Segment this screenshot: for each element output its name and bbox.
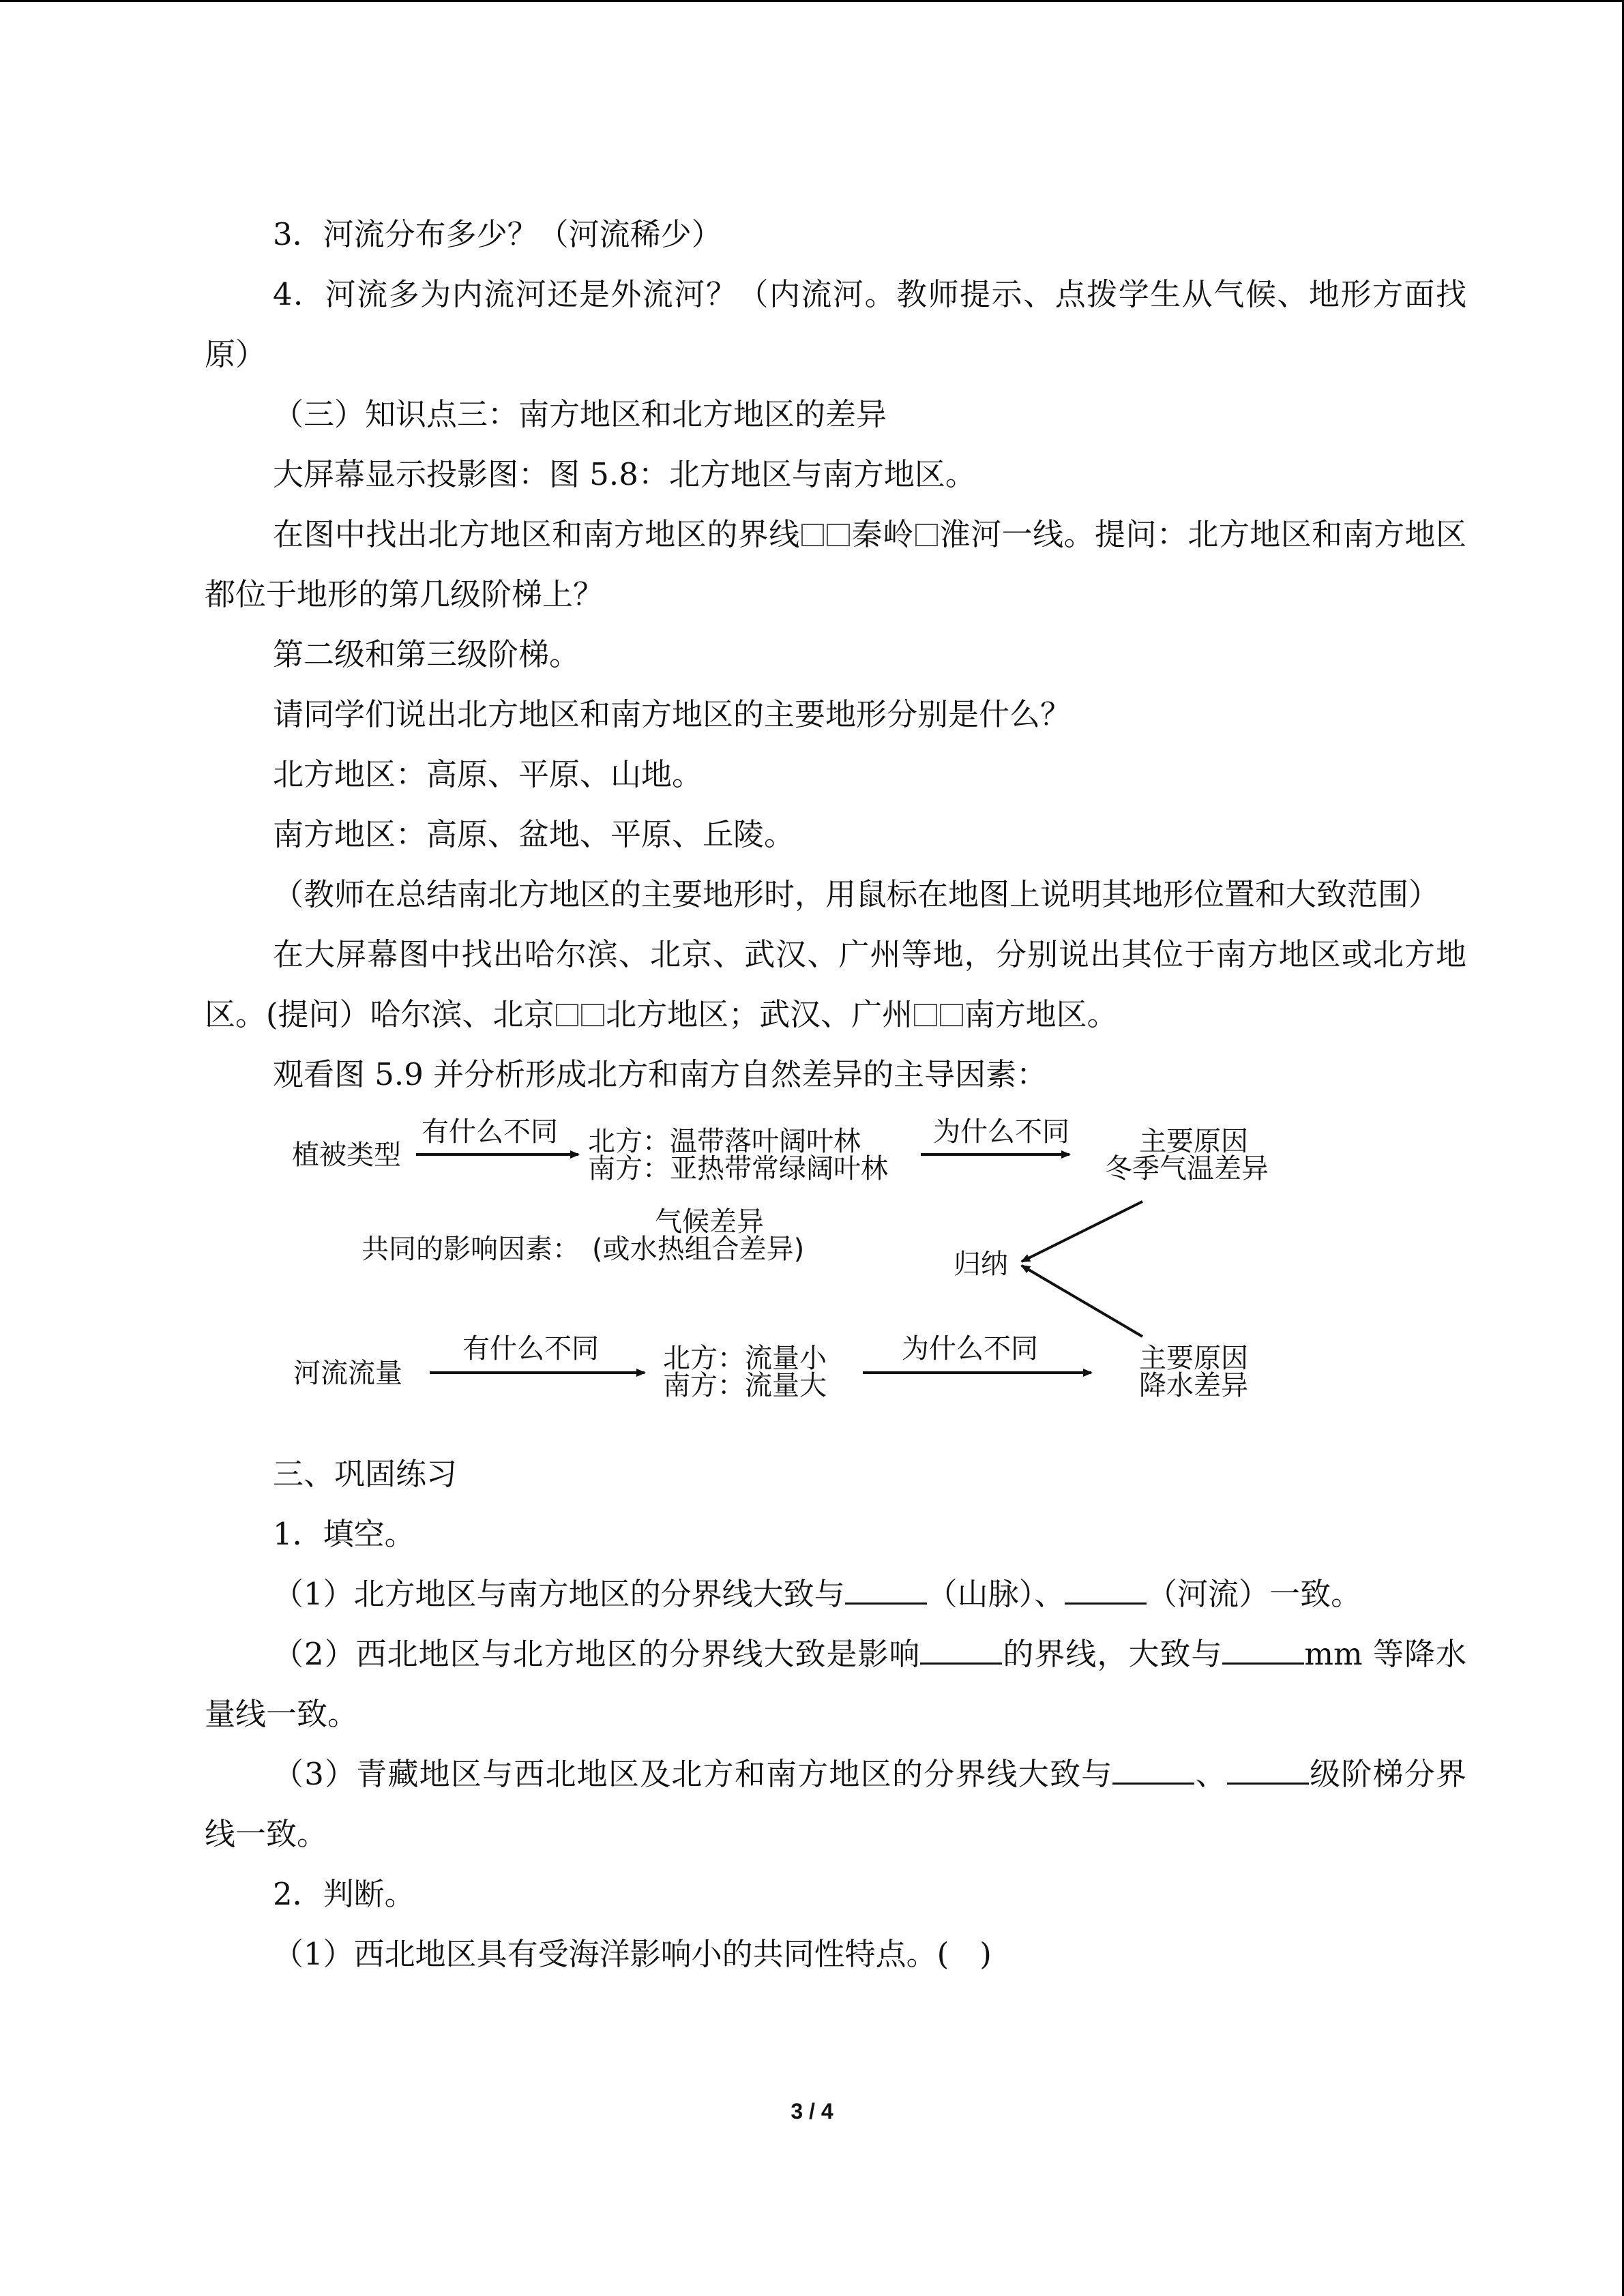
text-run: 北方地区；武汉、广州 bbox=[606, 996, 913, 1032]
answer-blank bbox=[845, 1575, 927, 1605]
paragraph bbox=[205, 505, 1466, 625]
question bbox=[205, 1564, 1466, 1624]
document-body bbox=[205, 205, 1466, 1984]
text-run: （山脉）、 bbox=[926, 1576, 1065, 1612]
question: 1．填空。 bbox=[273, 1516, 415, 1552]
north-vegetation: 北方：温带落叶阔叶林 bbox=[588, 1126, 861, 1157]
question: 2．判断。 bbox=[273, 1876, 415, 1912]
summary-label: 归纳 bbox=[954, 1249, 1008, 1280]
section-heading: （三）知识点三：南方地区和北方地区的差异 bbox=[273, 396, 887, 432]
reason-winter-temperature: 冬季气温差异 bbox=[1105, 1153, 1269, 1184]
section-heading: 三、巩固练习 bbox=[273, 1456, 458, 1492]
missing-glyph-box bbox=[940, 1004, 963, 1027]
text-run: 在大屏幕图中找出哈尔滨、北京、武汉、广州等地，分别说出其位于南方地区或北方地区。(提问）哈尔滨、北京 bbox=[205, 936, 1466, 1032]
text-run: （3）青藏地区与西北地区及北方和南方地区的分界线大致与 bbox=[273, 1756, 1113, 1792]
paragraph: 4．河流多为内流河还是外流河？（内流河。教师提示、点拨学生从气候、地形方面找原） bbox=[205, 276, 1466, 372]
vegetation-label: 植被类型 bbox=[292, 1139, 401, 1171]
paragraph: 南方地区：高原、盆地、平原、丘陵。 bbox=[273, 816, 795, 852]
north-flow: 北方：流量小 bbox=[663, 1343, 827, 1374]
question: （1）西北地区具有受海洋影响小的共同性特点。( ) bbox=[273, 1936, 992, 1972]
answer-blank bbox=[1065, 1575, 1147, 1605]
reason-title: 主要原因 bbox=[1139, 1343, 1248, 1374]
why-label: 为什么不同 bbox=[902, 1333, 1038, 1365]
paragraph: 3．河流分布多少？（河流稀少） bbox=[273, 216, 722, 252]
answer-blank bbox=[1112, 1755, 1194, 1785]
text-run: 、 bbox=[1194, 1756, 1227, 1792]
missing-glyph-box bbox=[827, 524, 850, 547]
text-run: 的界线，大致与 bbox=[1002, 1636, 1223, 1672]
arrow-lower-to-summary bbox=[1022, 1266, 1142, 1337]
paragraph: 观看图 5.9 并分析形成北方和南方自然差异的主导因素： bbox=[273, 1056, 1048, 1092]
text-run: mm 等降水量线一致。 bbox=[205, 1636, 1466, 1732]
question bbox=[205, 1744, 1466, 1864]
arrow-upper-to-summary bbox=[1022, 1202, 1142, 1262]
missing-glyph-box bbox=[556, 1004, 579, 1027]
text-run: 南方地区。 bbox=[964, 996, 1118, 1032]
climate-difference-alt: (或水热组合差异) bbox=[592, 1234, 805, 1265]
ask-label: 有什么不同 bbox=[462, 1333, 599, 1365]
text-run: （2）西北地区与北方地区的分界线大致是影响 bbox=[273, 1636, 921, 1672]
paragraph: 请同学们说出北方地区和南方地区的主要地形分别是什么？ bbox=[273, 696, 1072, 732]
text-run: 秦岭 bbox=[851, 516, 914, 552]
text-run: 淮河一线。提问：北方地区和南方地区都位于地形的第几级阶梯上？ bbox=[205, 516, 1466, 612]
text-run: 在图中找出北方地区和南方地区的界线 bbox=[273, 516, 800, 552]
answer-blank bbox=[920, 1635, 1002, 1665]
south-vegetation: 南方：亚热带常绿阔叶林 bbox=[588, 1153, 888, 1184]
south-flow: 南方：流量大 bbox=[663, 1370, 827, 1401]
north-south-difference-diagram bbox=[205, 1112, 1466, 1439]
page-border-top bbox=[0, 0, 1624, 2]
answer-blank bbox=[1227, 1755, 1309, 1785]
climate-difference: 气候差异 bbox=[655, 1206, 764, 1238]
missing-glyph-box bbox=[914, 1004, 937, 1027]
reason-title: 主要原因 bbox=[1139, 1126, 1248, 1157]
ask-label: 有什么不同 bbox=[422, 1116, 558, 1148]
paragraph: （教师在总结南北方地区的主要地形时，用鼠标在地图上说明其地形位置和大致范围） bbox=[273, 876, 1440, 912]
text-run: （河流）一致。 bbox=[1147, 1576, 1362, 1612]
missing-glyph-box bbox=[915, 524, 939, 547]
missing-glyph-box bbox=[581, 1004, 604, 1027]
reason-precipitation: 降水差异 bbox=[1139, 1370, 1248, 1401]
common-factor-label: 共同的影响因素： bbox=[361, 1234, 580, 1265]
missing-glyph-box bbox=[801, 524, 825, 547]
river-flow-label: 河流流量 bbox=[293, 1358, 402, 1389]
text-run: （1）北方地区与南方地区的分界线大致与 bbox=[273, 1576, 845, 1612]
page-number: 3 / 4 bbox=[791, 2099, 833, 2123]
paragraph: 大屏幕显示投影图：图 5.8：北方地区与南方地区。 bbox=[273, 456, 976, 492]
paragraph: 北方地区：高原、平原、山地。 bbox=[273, 756, 703, 792]
paragraph bbox=[205, 925, 1466, 1045]
text-run: 级阶梯分界线一致。 bbox=[205, 1756, 1466, 1852]
why-label: 为什么不同 bbox=[933, 1116, 1069, 1148]
question bbox=[205, 1624, 1466, 1744]
answer-blank bbox=[1222, 1635, 1304, 1665]
paragraph: 第二级和第三级阶梯。 bbox=[273, 636, 580, 672]
